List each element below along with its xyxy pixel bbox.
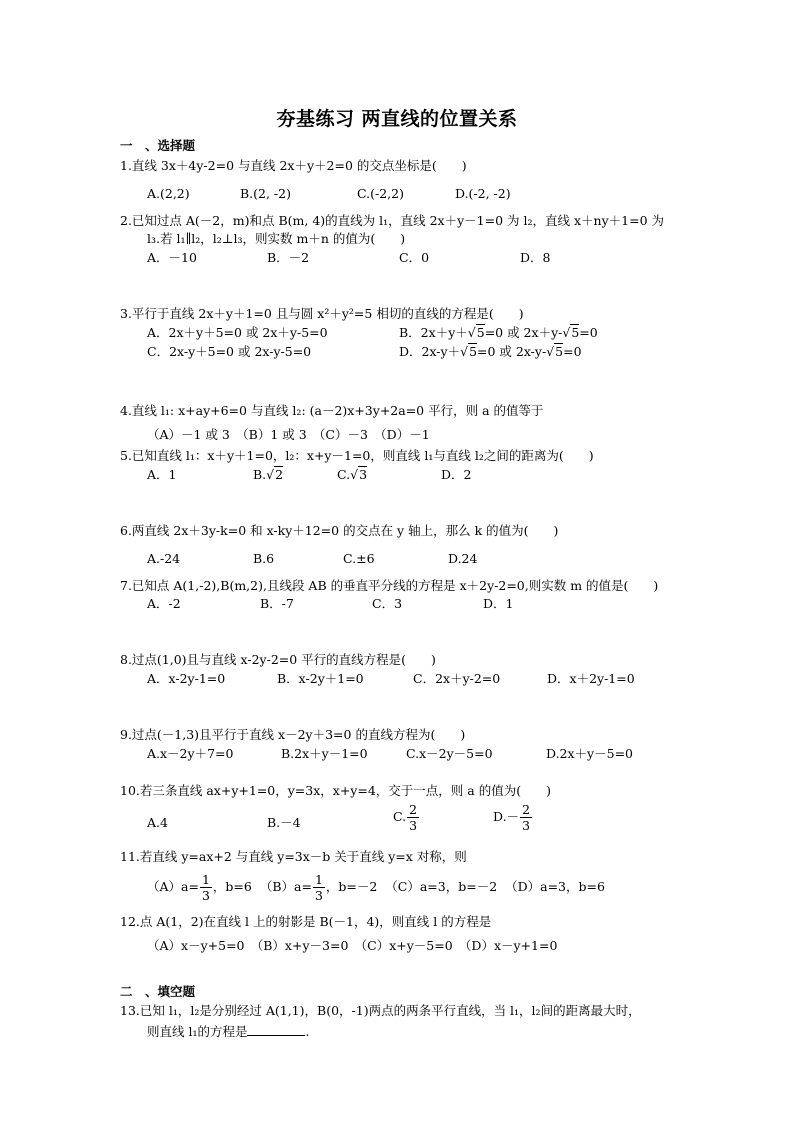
q6-option-d: D.24: [448, 551, 478, 566]
q2-option-b: B．－2: [267, 250, 310, 265]
answer-blank[interactable]: [247, 1023, 305, 1036]
q8-option-a: A．x-2y-1=0: [147, 671, 226, 686]
question-13-stem-cont: 则直线 l₁的方程是 .: [147, 1024, 310, 1039]
q8-option-c: C．2x＋y-2=0: [413, 671, 501, 686]
q3-option-b: B．2x＋y＋√5=0 或 2x＋y-√5=0: [399, 325, 598, 340]
q6-option-a: A.-24: [147, 551, 181, 566]
q5-option-c: C.√3: [337, 467, 368, 482]
q9-option-b: B.2x＋y－1=0: [281, 746, 368, 761]
q1-option-c: C.(-2,2): [357, 186, 404, 201]
question-7-stem: 7.已知点 A(1,-2),B(m,2),且线段 AB 的垂直平分线的方程是 x＋2y-2=0,则实数 m 的值是( ): [120, 578, 659, 593]
q7-option-d: D．1: [483, 596, 514, 611]
q7-option-c: C．3: [372, 596, 403, 611]
q10-option-c: C. $\frac{2}{3}$: [393, 802, 418, 833]
q10-option-b: B.－4: [267, 815, 301, 830]
q8-option-b: B．x-2y＋1=0: [277, 671, 364, 686]
q1-option-a: A.(2,2): [147, 186, 190, 201]
fraction: $\frac{1}{3}$: [314, 872, 323, 903]
question-3-stem: 3.平行于直线 2x＋y＋1=0 且与圆 x²＋y²=5 相切的直线的方程是( ): [120, 306, 524, 321]
q3-option-c: C．2x-y＋5=0 或 2x-y-5=0: [147, 344, 312, 359]
q4-options: （A）－1 或 3 （B）1 或 3 （C）－3 （D）－1: [147, 427, 430, 442]
section-heading-fill: 二 、填空题: [120, 984, 196, 999]
q5-option-a: A．1: [147, 467, 177, 482]
q8-option-d: D．x＋2y-1=0: [547, 671, 635, 686]
section-heading-choice: 一 、选择题: [120, 138, 196, 153]
question-2-stem: 2.已知过点 A(－2，m)和点 B(m, 4)的直线为 l₁，直线 2x＋y－1=0 为 l₂，直线 x＋ny＋1=0 为: [120, 213, 664, 228]
question-1-stem: 1.直线 3x＋4y-2=0 与直线 2x＋y＋2=0 的交点坐标是( ): [120, 158, 467, 173]
fraction: $\frac{1}{3}$: [201, 872, 210, 903]
q2-option-c: C．0: [399, 250, 430, 265]
q11-options: （A）a= $\frac{1}{3}$ ，b=6 （B）a= $\frac{1}{3}$ ，b=－2 （C）a=3，b=－2 （D）a=3，b=6: [147, 872, 605, 903]
q5-option-d: D．2: [441, 467, 472, 482]
q6-option-c: C.±6: [343, 551, 375, 566]
q7-option-a: A．-2: [147, 596, 181, 611]
question-6-stem: 6.两直线 2x＋3y-k=0 和 x-ky＋12=0 的交点在 y 轴上，那么 k 的值为( ): [120, 523, 559, 538]
question-12-stem: 12.点 A(1，2)在直线 l 上的射影是 B(－1，4)，则直线 l 的方程是: [120, 914, 492, 929]
q1-option-d: D.(-2, -2): [455, 186, 511, 201]
question-2-stem-cont: l₃.若 l₁∥l₂，l₂⊥l₃，则实数 m＋n 的值为( ): [147, 231, 406, 246]
q1-option-b: B.(2, -2): [240, 186, 291, 201]
q2-option-a: A．－10: [147, 250, 197, 265]
q6-option-b: B.6: [253, 551, 275, 566]
question-13-stem: 13.已知 l₁，l₂是分别经过 A(1,1)，B(0，-1)两点的两条平行直线，当 l₁，l₂间的距离最大时，: [120, 1003, 641, 1018]
q3-option-a: A．2x＋y＋5=0 或 2x＋y-5=0: [147, 325, 328, 340]
q3-option-d: D．2x-y＋√5=0 或 2x-y-√5=0: [399, 344, 582, 359]
q9-option-a: A.x－2y＋7=0: [147, 746, 234, 761]
q12-options: （A）x－y+5=0 （B）x+y－3=0 （C）x+y－5=0 （D）x－y+1=0: [147, 938, 558, 953]
question-4-stem: 4.直线 l₁: x+ay+6=0 与直线 l₂: (a－2)x+3y+2a=0 平行，则 a 的值等于: [120, 403, 544, 418]
q10-option-a: A.4: [147, 815, 168, 830]
q9-option-d: D.2x＋y－5=0: [546, 746, 633, 761]
question-8-stem: 8.过点(1,0)且与直线 x-2y-2=0 平行的直线方程是( ): [120, 652, 436, 667]
q2-option-d: D．8: [520, 250, 551, 265]
question-5-stem: 5.已知直线 l₁：x＋y＋1=0，l₂：x+y－1=0，则直线 l₁与直线 l₂之间的距离为( ): [120, 448, 594, 463]
q9-option-c: C.x－2y－5=0: [406, 746, 493, 761]
q10-option-d: D.－ $\frac{2}{3}$: [493, 802, 531, 833]
page-title: 夯基练习 两直线的位置关系: [276, 108, 518, 130]
fraction: $\frac{2}{3}$: [522, 802, 531, 833]
fraction: $\frac{2}{3}$: [409, 802, 418, 833]
question-9-stem: 9.过点(－1,3)且平行于直线 x－2y＋3=0 的直线方程为( ): [120, 727, 466, 742]
question-10-stem: 10.若三条直线 ax+y+1=0，y=3x，x+y=4，交于一点，则 a 的值为( ): [120, 783, 551, 798]
question-11-stem: 11.若直线 y=ax+2 与直线 y=3x－b 关于直线 y=x 对称，则: [120, 849, 467, 864]
q7-option-b: B．-7: [260, 596, 294, 611]
q5-option-b: B.√2: [253, 467, 284, 482]
